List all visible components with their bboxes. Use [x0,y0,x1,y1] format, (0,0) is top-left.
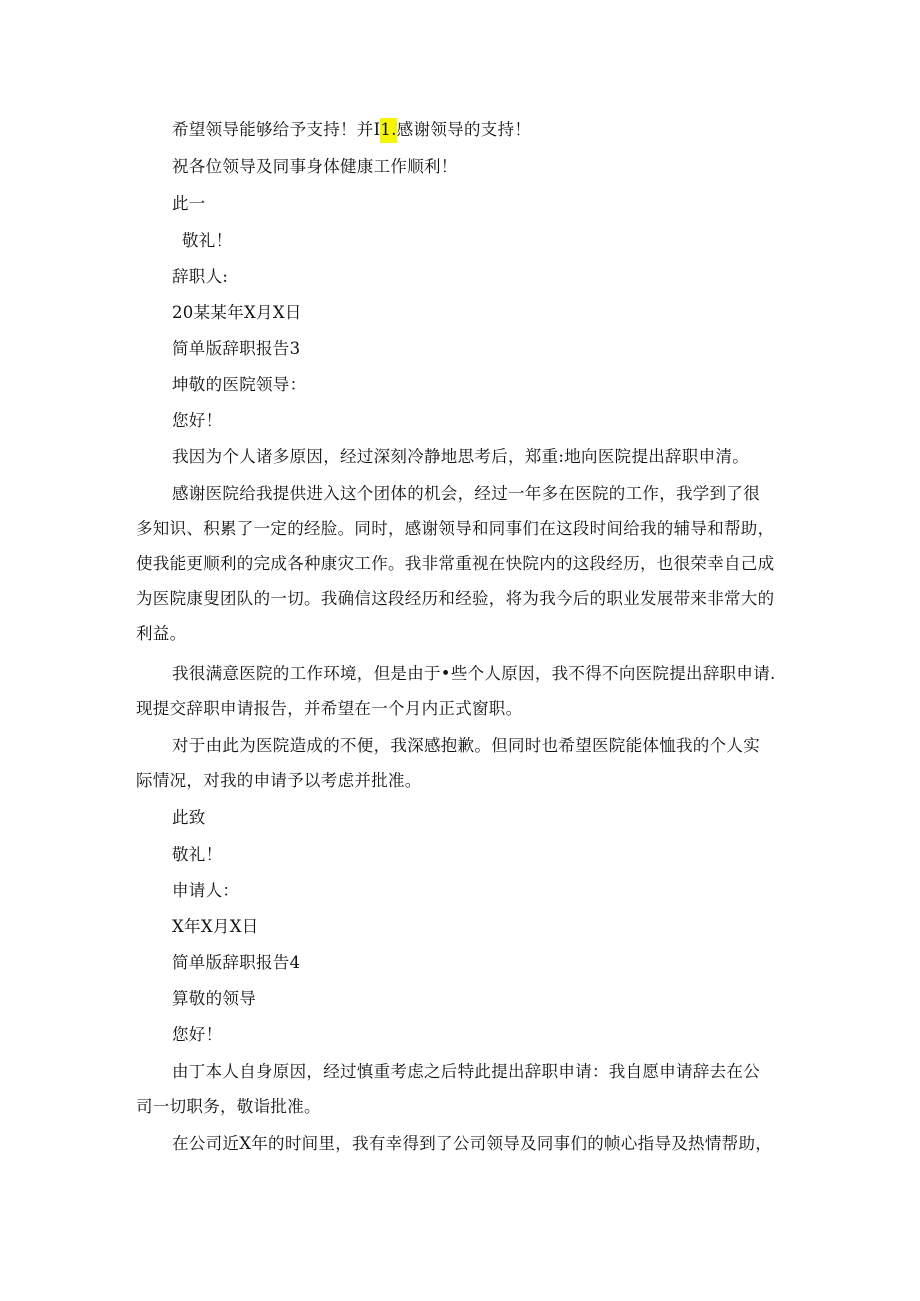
salutation: 敬礼！ [182,231,233,250]
date-line: 20某某年X月X日 [172,303,302,322]
closing-line: 此致 [172,808,206,827]
paragraph: 在公司近X年的时间里，我有幸得到了公司领导及同事们的帧心指导及热情帮助， [172,1134,773,1153]
greeting-line: 您好！ [172,1025,223,1044]
greeting-line: 您好！ [172,411,223,430]
paragraph: 感谢医院给我提供进入这个团体的机会，经过一年多在医院的工作，我学到了很多知识、积累了一定的经脸。同时，感谢领导和同事们在这段时间给我的辅导和帮助，使我能更顺利的完成各种康灾工作。我非常重视在快院内的这段经历，也很荣幸自己成为医院康叟团队的一切。我确信这段经历和经验，将为我今后的职业发展带来非常大的利益。 [136,484,775,643]
text-segment: 感谢领导的支持！ [396,120,532,139]
greeting-line: 坤敬的医院领导： [172,375,307,394]
section-title: 简单版辞职报告4 [172,953,301,972]
text-line: 我因为个人诸多原因，经过深刻冷静地思考后，郑重:地向医院提出辞职申清。 [172,447,750,466]
text-segment: 希望领导能够给予支持！并I [172,120,381,139]
date-line: X年X月X日 [172,917,259,936]
paragraph: 对于由此为医院造成的不便，我深感抱歉。但同时也希望医院能体恤我的个人实际情况，对我的申请予以考虑并批准。 [136,736,760,790]
salutation: 敬礼！ [172,845,223,864]
paragraph: 我很满意医院的工作环境，但是由于•些个人原因，我不得不向医院提出辞职申请.现提交辞职申请报告，并希望在一个月内正式窗职。 [136,664,776,718]
signature-label: 辞职人: [172,267,229,286]
section-title: 简单版辞职报告3 [172,339,301,358]
signature-label: 申请人： [172,881,240,900]
greeting-line: 算敬的领导 [172,989,256,1008]
text-line [172,120,531,140]
text-line: 此一 [172,194,206,213]
text-line: 祝各位领导及同事身体健康工作顺利！ [172,157,458,176]
highlighted-text: 1. [380,118,396,143]
paragraph: 由丁本人自身原因，经过慎重考虑之后特此提出辞职申请：我自愿申请辞去在公司一切职务，敬诣批准。 [136,1062,760,1116]
